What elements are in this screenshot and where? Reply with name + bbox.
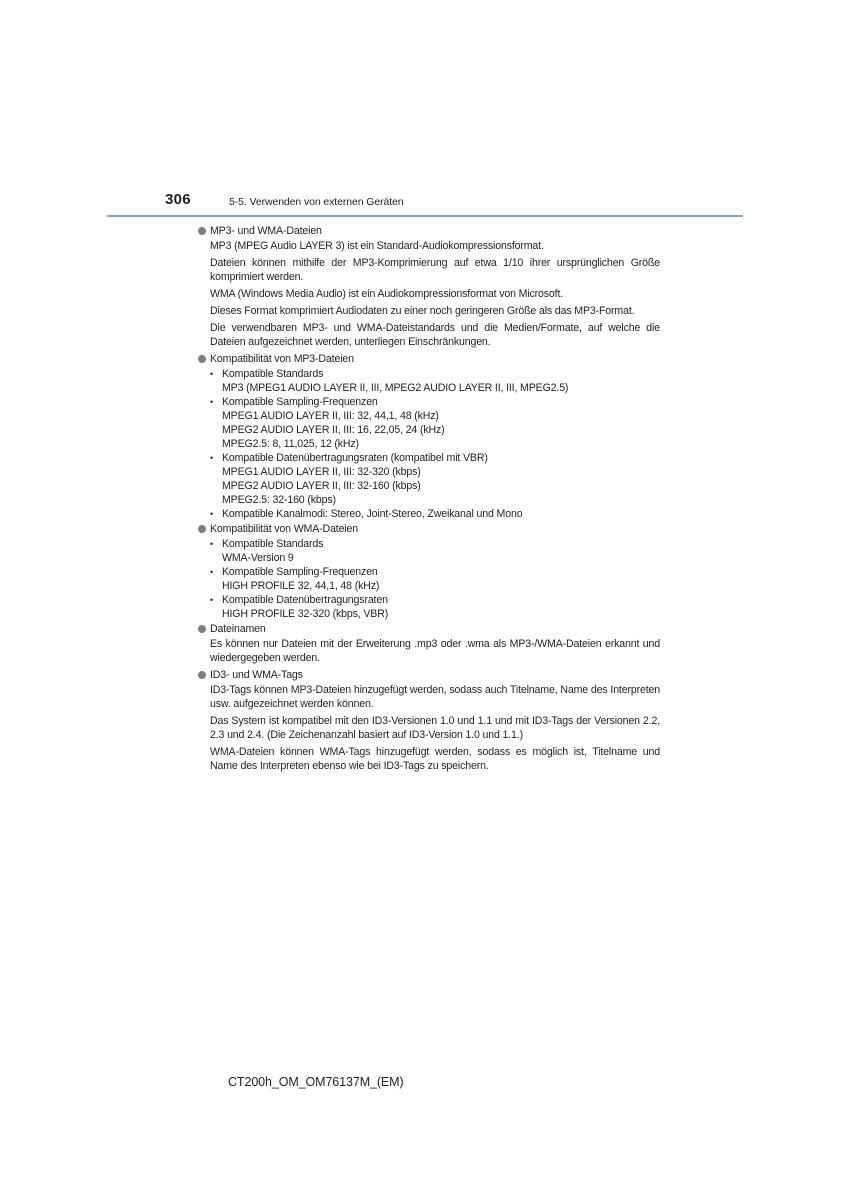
paragraph: Dieses Format komprimiert Audiodaten zu einer noch geringeren Größe als das MP3-Format. (210, 305, 635, 317)
spec-detail: HIGH PROFILE 32, 44,1, 48 (kHz) (222, 580, 380, 592)
bullet-dot-icon (198, 355, 206, 363)
small-bullet-icon: • (210, 453, 214, 463)
spec-label: Kompatible Standards (222, 368, 324, 380)
bullet-dot-icon (198, 671, 206, 679)
section-heading (198, 668, 660, 682)
spec-detail: MPEG2 AUDIO LAYER II, III: 16, 22,05, 24 (kHz) (222, 424, 445, 436)
header-rule (107, 215, 743, 217)
spec-item (210, 395, 660, 451)
spec-detail: MPEG1 AUDIO LAYER II, III: 32-320 (kbps) (222, 466, 421, 478)
document-code: CT200h_OM_OM76137M_(EM) (228, 1075, 404, 1089)
section-wma-compatibility (198, 522, 660, 621)
paragraph: WMA-Dateien können WMA-Tags hinzugefügt werden, sodass es möglich ist, Titelname und Name des Interpreten ebenso wie bei ID3-Tags zu speichern. (210, 746, 660, 772)
small-bullet-icon: • (210, 595, 214, 605)
page-header (0, 190, 848, 220)
paragraph: WMA (Windows Media Audio) ist ein Audiokompressionsformat von Microsoft. (210, 288, 564, 300)
spec-label: Kompatible Datenübertragungsraten (222, 594, 388, 606)
spec-list (210, 367, 660, 521)
section-title: 5-5. Verwenden von externen Geräten (229, 196, 404, 208)
spec-detail: MPEG2.5: 8, 11,025, 12 (kHz) (222, 438, 359, 450)
spec-label: Kompatible Datenübertragungsraten (kompatibel mit VBR) (222, 452, 488, 464)
section-mp3-wma-files (198, 224, 660, 349)
content (198, 224, 660, 776)
section-id3-wma-tags (198, 668, 660, 773)
paragraph: MP3 (MPEG Audio LAYER 3) ist ein Standard-Audiokompressionsformat. (210, 240, 544, 252)
spec-list (210, 537, 660, 621)
spec-item (210, 537, 660, 565)
page-number: 306 (165, 191, 191, 208)
spec-detail: MPEG2 AUDIO LAYER II, III: 32-160 (kbps) (222, 480, 421, 492)
bullet-dot-icon (198, 227, 206, 235)
section-heading-text: ID3- und WMA-Tags (210, 669, 303, 681)
section-heading (198, 622, 660, 636)
spec-item (210, 507, 660, 521)
paragraph: ID3-Tags können MP3-Dateien hinzugefügt werden, sodass auch Titelname, Name des Interpreten usw. aufgezeichnet werden können. (210, 684, 660, 710)
section-heading-text: Kompatibilität von WMA-Dateien (210, 523, 358, 535)
section-heading-text: Kompatibilität von MP3-Dateien (210, 353, 354, 365)
spec-item (210, 593, 660, 621)
section-heading-text: Dateinamen (210, 623, 266, 635)
spec-label: Kompatible Sampling-Frequenzen (222, 566, 378, 578)
small-bullet-icon: • (210, 509, 214, 519)
section-heading (198, 352, 660, 366)
paragraph: Dateien können mithilfe der MP3-Komprimierung auf etwa 1/10 ihrer ursprünglichen Größe komprimiert werden. (210, 257, 660, 283)
paragraph: Die verwendbaren MP3- und WMA-Dateistandards und die Medien/Formate, auf welche die Dateien aufgezeichnet werden, unterliegen Einschränkungen. (210, 322, 660, 348)
spec-label: Kompatible Standards (222, 538, 324, 550)
spec-detail: MPEG1 AUDIO LAYER II, III: 32, 44,1, 48 (kHz) (222, 410, 439, 422)
spec-item (210, 451, 660, 507)
spec-detail: HIGH PROFILE 32-320 (kbps, VBR) (222, 608, 389, 620)
section-heading-text: MP3- und WMA-Dateien (210, 225, 322, 237)
section-heading (198, 224, 660, 238)
paragraph: Es können nur Dateien mit der Erweiterung .mp3 oder .wma als MP3-/WMA-Dateien erkannt und wiedergegeben werden. (210, 638, 660, 664)
section-mp3-compatibility (198, 352, 660, 521)
bullet-dot-icon (198, 525, 206, 533)
spec-item (210, 565, 660, 593)
spec-detail: MP3 (MPEG1 AUDIO LAYER II, III, MPEG2 AUDIO LAYER II, III, MPEG2.5) (222, 382, 569, 394)
spec-label: Kompatible Kanalmodi: Stereo, Joint-Stereo, Zweikanal und Mono (222, 508, 523, 520)
section-heading (198, 522, 660, 536)
section-file-names (198, 622, 660, 665)
paragraph: Das System ist kompatibel mit den ID3-Versionen 1.0 und 1.1 und mit ID3-Tags der Versionen 2.2, 2.3 und 2.4. (Die Zeichenanzahl basiert auf ID3-Version 1.0 und 1.1.) (210, 715, 660, 741)
small-bullet-icon: • (210, 539, 214, 549)
spec-detail: WMA-Version 9 (222, 552, 294, 564)
bullet-dot-icon (198, 625, 206, 633)
small-bullet-icon: • (210, 397, 214, 407)
small-bullet-icon: • (210, 369, 214, 379)
small-bullet-icon: • (210, 567, 214, 577)
spec-label: Kompatible Sampling-Frequenzen (222, 396, 378, 408)
spec-detail: MPEG2.5: 32-160 (kbps) (222, 494, 336, 506)
spec-item (210, 367, 660, 395)
